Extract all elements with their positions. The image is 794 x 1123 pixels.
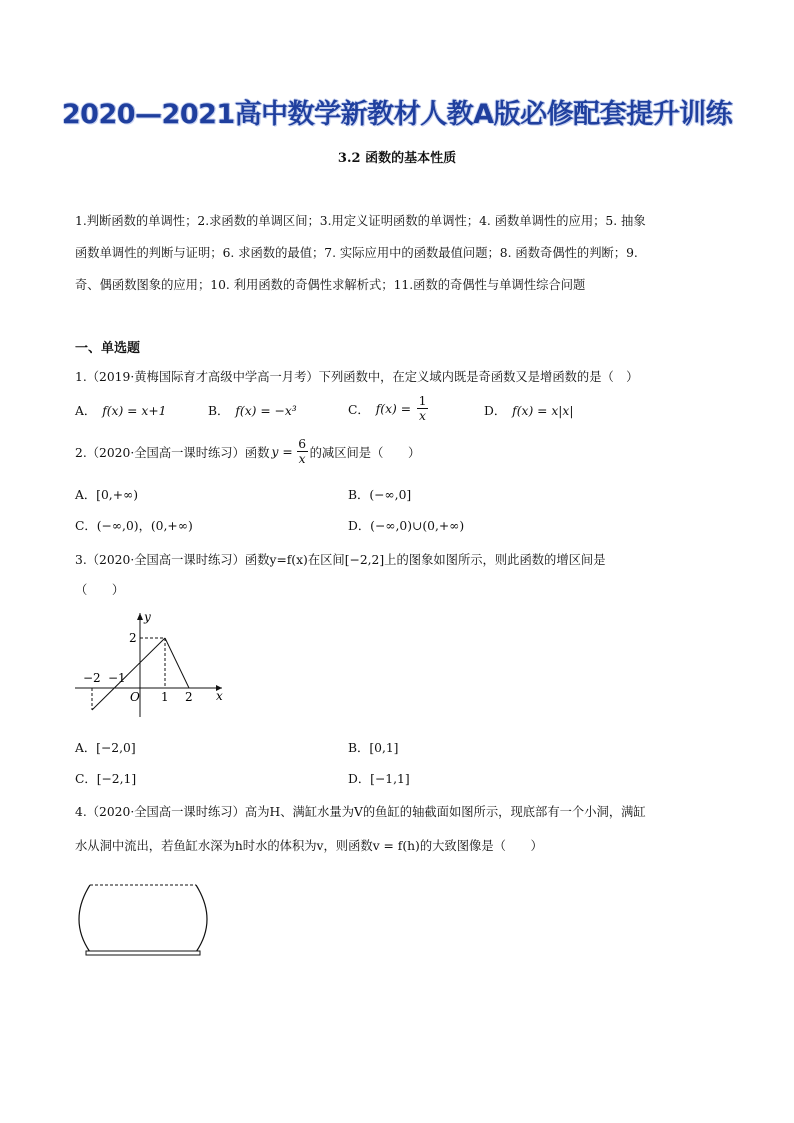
q3-function-graph: [70, 605, 235, 720]
question-2-stem: [75, 437, 420, 466]
tank-left-wall: [79, 885, 90, 952]
fish-tank-cross-section: [74, 880, 214, 960]
fraction: [297, 437, 308, 466]
origin-label: O: [130, 690, 140, 704]
fraction-numerator: 6: [298, 437, 307, 451]
section-heading: 一、单选题: [75, 341, 141, 356]
option-letter: C．: [348, 402, 370, 417]
topic-summary: [75, 205, 723, 301]
summary-line-2: 函数单调性的判断与证明；6. 求函数的最值；7. 实际应用中的函数最值问题；8. 函数奇偶性的判断；9.: [75, 246, 638, 260]
q1-option-c: [348, 394, 428, 423]
option-expression: f(x) = x+1: [102, 404, 167, 418]
q2-stem-suffix: 的减区间是（ ）: [309, 445, 421, 460]
q2-stem-y: y =: [271, 444, 293, 459]
fraction: [417, 394, 428, 423]
y-axis-arrow: [137, 613, 143, 620]
q2-option-d: D．(−∞,0)∪(0,+∞): [348, 519, 465, 533]
summary-line-3: 奇、偶函数图象的应用；10. 利用函数的奇偶性求解析式；11.函数的奇偶性与单调性综合问题: [75, 278, 586, 292]
q2-option-a: A．[0,+∞): [75, 488, 139, 502]
x-tick-1: 1: [161, 690, 169, 704]
worksheet-banner-title: 2020—2021高中数学新教材人教A版必修配套提升训练: [61, 99, 733, 130]
lesson-subtitle: 3.2 函数的基本性质: [337, 151, 457, 166]
q1-option-b: [208, 401, 297, 419]
q2-option-c: C．(−∞,0)，(0,+∞): [75, 519, 193, 533]
q3-option-d: D．[−1,1]: [348, 772, 410, 786]
x-axis-label: x: [216, 689, 223, 703]
q1-option-d: [484, 401, 574, 419]
q3-option-a: A．[−2,0]: [75, 741, 136, 755]
y-tick-2: 2: [129, 631, 137, 645]
fraction-denominator: x: [419, 409, 426, 423]
option-letter: B．: [208, 404, 230, 418]
q2-stem-prefix: 2.（2020·全国高一课时练习）函数: [75, 445, 270, 460]
option-expression: f(x) = x|x|: [512, 404, 574, 418]
question-3-stem-tail: （ ）: [75, 583, 125, 597]
y-axis-label: y: [144, 610, 151, 624]
graph-falling-segment: [165, 638, 189, 688]
question-4-line-2: 水从洞中流出，若鱼缸水深为h时水的体积为v，则函数v = f(h)的大致图像是（ ）: [75, 839, 543, 853]
question-1-stem: 1.（2019·黄梅国际育才高级中学高一月考）下列函数中，在定义域内既是奇函数又是增函数的是（ ）: [75, 370, 639, 384]
x-tick-neg1: −1: [108, 671, 126, 685]
fraction-numerator: 1: [418, 394, 427, 408]
fraction-denominator: x: [298, 452, 306, 466]
summary-line-1: 1.判断函数的单调性；2.求函数的单调区间；3.用定义证明函数的单调性；4. 函数单调性的应用；5. 抽象: [75, 214, 646, 228]
option-expression: f(x) =: [375, 401, 412, 416]
x-tick-2: 2: [185, 690, 193, 704]
q3-option-c: C．[−2,1]: [75, 772, 137, 786]
question-3-stem: 3.（2020·全国高一课时练习）函数y=f(x)在区间[−2,2]上的图象如图所示，则此函数的增区间是: [75, 553, 606, 567]
question-4-line-1: 4.（2020·全国高一课时练习）高为H、满缸水量为V的鱼缸的轴截面如图所示，现底部有一个小洞，满缸: [75, 805, 646, 819]
tank-right-wall: [196, 885, 207, 952]
q2-option-b: B．(−∞,0]: [348, 488, 412, 502]
x-tick-neg2: −2: [83, 671, 101, 685]
graph-rising-segment: [92, 638, 165, 710]
tank-base: [86, 951, 200, 955]
option-letter: D．: [484, 404, 507, 418]
option-letter: A．: [75, 404, 97, 418]
q1-option-a: [75, 401, 166, 419]
q3-option-b: B．[0,1]: [348, 741, 399, 755]
option-expression: f(x) = −x³: [235, 404, 297, 418]
